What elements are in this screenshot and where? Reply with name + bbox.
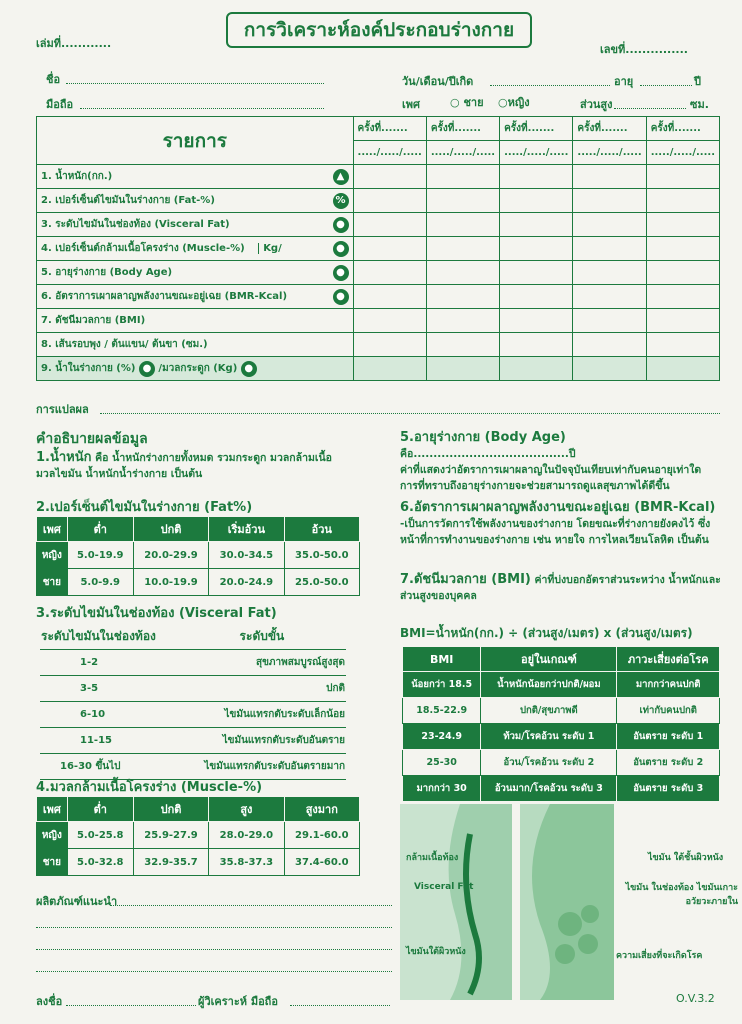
height-unit: ซม.: [690, 98, 709, 111]
version-code: O.V.3.2: [676, 992, 715, 1005]
table-row: 3-5 ปกติ: [40, 676, 346, 702]
abdomen-illustration: [400, 804, 614, 1000]
right-label-risk: ความเสี่ยงที่จะเกิดโรค: [616, 951, 703, 961]
recommend-line-2[interactable]: [36, 926, 392, 928]
table-row: 6. อัตราการเผาผลาญพลังงานขณะอยู่เฉย (BMR-Kcal) ●: [37, 285, 720, 309]
table-row: 25-30 อ้วน/โรคอ้วน ระดับ 2 อันตราย ระดับ 2: [403, 750, 720, 776]
radio-male-icon[interactable]: ○: [450, 96, 460, 109]
name-field[interactable]: [66, 82, 324, 84]
table-row: มากกว่า 30 อ้วนมาก/โรคอ้วน ระดับ 3 อันตราย ระดับ 3: [403, 776, 720, 802]
percent-icon: %: [333, 193, 349, 209]
table-row: 7. ดัชนีมวลกาย (BMI): [37, 309, 720, 333]
dob-field[interactable]: [490, 84, 610, 86]
date-5[interactable]: ...../...../.....: [646, 141, 719, 165]
height-field[interactable]: [614, 107, 686, 109]
analyst-label: ผู้วิเคราะห์ มือถือ: [198, 995, 278, 1008]
dob-label: วัน/เดือน/ปีเกิด: [402, 75, 474, 88]
table-row: 18.5-22.9 ปกติ/สุขภาพดี เท่ากับคนปกติ: [403, 698, 720, 724]
table-row: หญิง 5.0-25.8 25.9-27.9 28.0-29.0 29.1-60.0: [37, 822, 360, 849]
table-row: 5. อายุร่างกาย (Body Age) ●: [37, 261, 720, 285]
sign-label: ลงชื่อ: [36, 995, 63, 1008]
phone-label: มือถือ: [46, 98, 74, 111]
illus-label-muscle: กล้ามเนื้อท้อง: [406, 853, 459, 863]
bone-icon: ●: [241, 361, 257, 377]
visit-5: ครั้งที่.......: [646, 117, 719, 141]
table-row: 16-30 ขึ้นไป ไขมันแทรกตับระดับอันตรายมาก: [40, 754, 346, 780]
male-option[interactable]: ○ ชาย: [450, 96, 484, 109]
recommend-line-1[interactable]: [110, 904, 392, 906]
analyst-phone-field[interactable]: [290, 1004, 390, 1006]
recommend-line-3[interactable]: [36, 948, 392, 950]
date-4[interactable]: ...../...../.....: [573, 141, 646, 165]
date-2[interactable]: ...../...../.....: [426, 141, 499, 165]
water-icon: ●: [139, 361, 155, 377]
muscle-table: เพศ ต่ำ ปกติ สูง สูงมาก หญิง 5.0-25.8 25.9-27.9 28.0-29.0 29.1-60.0 ชาย 5.0-32.8 32.9-35.7 35.8-37.3 37.4-60.0: [36, 796, 360, 876]
phone-field[interactable]: [80, 107, 324, 109]
right-label-subcutaneous: ไขมัน ใต้ชั้นผิวหนัง: [648, 853, 724, 863]
bmr-icon: ●: [333, 289, 349, 305]
table-header: รายการ: [37, 117, 354, 165]
recommend-line-4[interactable]: [36, 970, 392, 972]
table-row: 1-2 สุขภาพสมบูรณ์สูงสุด: [40, 650, 346, 676]
body-icon: ●: [333, 217, 349, 233]
interpretation-label: การแปลผล: [36, 403, 89, 416]
age-unit: ปี: [694, 75, 701, 88]
female-option[interactable]: ○หญิง: [498, 96, 530, 109]
scale-icon: ▲: [333, 169, 349, 185]
date-1[interactable]: ...../...../.....: [353, 141, 426, 165]
table-row: 4. เปอร์เซ็นต์กล้ามเนื้อโครงร่าง (Muscle-%) Kg/ ●: [37, 237, 720, 261]
age-field[interactable]: [640, 84, 692, 86]
book-number: เล่มที่............: [36, 37, 112, 50]
illus-label-subcutaneous: ไขมันใต้ผิวหนัง: [406, 947, 466, 957]
muscle-icon: ●: [333, 241, 349, 257]
right-label-visceral: ไขมัน ในช่องท้อง ไขมันเกาะอวัยวะภายใน: [625, 883, 738, 907]
visceral-table: ระดับไขมันในช่องท้อง ระดับขั้น 1-2 สุขภาพสมบูรณ์สูงสุด 3-5 ปกติ 6-10 ไขมันแทรกตับระดับเล็กน้อย 11-15 ไขมันแทรกตับระดับอันตราย 16-30 ขึ้นไป ไขมันแทรกตับระดับอันตรายมาก: [40, 624, 346, 780]
form-title: การวิเคราะห์องค์ประกอบร่างกาย: [226, 12, 532, 48]
age-label: อายุ: [614, 75, 634, 88]
name-label: ชื่อ: [46, 73, 61, 86]
page-number: เลขที่...............: [600, 43, 688, 56]
radio-female-icon[interactable]: ○: [498, 96, 508, 109]
visit-3: ครั้งที่.......: [500, 117, 573, 141]
muscle-title: 4.มวลกล้ามเนื้อโครงร่าง (Muscle-%): [36, 780, 263, 795]
bmi-formula: BMI=น้ำหนัก(กก.) ÷ (ส่วนสูง/เมตร) x (ส่วนสูง/เมตร): [400, 626, 693, 640]
fat-title: 2.เปอร์เซ็นต์ไขมันในร่างกาย (Fat%): [36, 500, 253, 515]
table-row: 9. น้ำในร่างกาย (%) ● /มวลกระดูก (Kg) ●: [37, 357, 720, 381]
measurement-table: [36, 116, 720, 381]
interpretation-field[interactable]: [100, 412, 720, 414]
visceral-title: 3.ระดับไขมันในช่องท้อง (Visceral Fat): [36, 606, 277, 621]
explain-title: คำอธิบายผลข้อมูล: [36, 431, 148, 447]
weight-explanation: 1.น้ำหนัก คือ น้ำหนักร่างกายทั้งหมด รวมกระดูก มวลกล้ามเนื้อ มวลไขมัน น้ำหนักน้ำร่างกาย เป็นต้น: [36, 450, 332, 480]
table-row: ชาย 5.0-32.8 32.9-35.7 35.8-37.3 37.4-60.0: [37, 849, 360, 876]
table-row: ชาย 5.0-9.9 10.0-19.9 20.0-24.9 25.0-50.0: [37, 569, 360, 596]
body-age-icon: ●: [333, 265, 349, 281]
visit-1: ครั้งที่.......: [353, 117, 426, 141]
visit-4: ครั้งที่.......: [573, 117, 646, 141]
sex-label: เพศ: [402, 98, 420, 111]
recommend-label: ผลิตภัณฑ์แนะนำ: [36, 895, 118, 908]
body-age-explanation: 5.อายุร่างกาย (Body Age) คือ.......................................ปี ค่าที่แสดงว่าอัตราการเผาผลาญในปัจจุบันเทียบเท่ากับคนอายุเท่าใด การที่ทราบถึงอายุร่างกายจะช่วยสามารถดูแลสุขภาพได้ดีขึ้น: [400, 430, 702, 492]
table-row: น้อยกว่า 18.5 น้ำหนักน้อยกว่าปกติ/ผอม มากกว่าคนปกติ: [403, 672, 720, 698]
visit-2: ครั้งที่.......: [426, 117, 499, 141]
table-row: 2. เปอร์เซ็นต์ไขมันในร่างกาย (Fat-%) %: [37, 189, 720, 213]
date-3[interactable]: ...../...../.....: [500, 141, 573, 165]
bmi-table: BMI อยู่ในเกณฑ์ ภาวะเสี่ยงต่อโรค น้อยกว่า 18.5 น้ำหนักน้อยกว่าปกติ/ผอม มากกว่าคนปกติ 18.5-22.9 ปกติ/สุขภาพดี เท่ากับคนปกติ 23-24.9 ท้วม/โรคอ้วน ระดับ 1 อันตราย ระดับ 1 25-30 อ้วน/โรคอ้วน ระดับ 2 อันตราย ระดับ 2 มากกว่า 30 อ้วนมาก/โรคอ้วน ระดับ 3 อันตราย ระดับ 3: [402, 646, 720, 802]
table-row: หญิง 5.0-19.9 20.0-29.9 30.0-34.5 35.0-50.0: [37, 542, 360, 569]
table-row: 6-10 ไขมันแทรกตับระดับเล็กน้อย: [40, 702, 346, 728]
bmi-explanation: 7.ดัชนีมวลกาย (BMI) ค่าที่บ่งบอกอัตราส่วนระหว่าง น้ำหนักและส่วนสูงของบุคคล: [400, 572, 721, 602]
table-row: 23-24.9 ท้วม/โรคอ้วน ระดับ 1 อันตราย ระดับ 1: [403, 724, 720, 750]
table-row: 8. เส้นรอบพุง / ต้นแขน/ ต้นขา (ซม.): [37, 333, 720, 357]
height-label: ส่วนสูง: [580, 98, 613, 111]
fat-table: เพศ ต่ำ ปกติ เริ่มอ้วน อ้วน หญิง 5.0-19.9 20.0-29.9 30.0-34.5 35.0-50.0 ชาย 5.0-9.9 10.0-19.9 20.0-24.9 25.0-50.0: [36, 516, 360, 596]
table-row: 1. น้ำหนัก(กก.) ▲: [37, 165, 720, 189]
bmr-explanation: 6.อัตราการเผาผลาญพลังงานขณะอยู่เฉย (BMR-Kcal) -เป็นการวัดการใช้พลังงานของร่างกาย โดยขณะที่ร่างกายยังคงไว้ ซึ่งหน้าที่การทำงานของร่างกาย เช่น หายใจ การไหลเวียนโลหิต เป็นต้น: [400, 500, 716, 546]
table-row: 3. ระดับไขมันในช่องท้อง (Visceral Fat) ●: [37, 213, 720, 237]
sign-field[interactable]: [66, 1004, 196, 1006]
illus-label-visceral: Visceral Fat: [414, 882, 474, 892]
table-row: 11-15 ไขมันแทรกตับระดับอันตราย: [40, 728, 346, 754]
